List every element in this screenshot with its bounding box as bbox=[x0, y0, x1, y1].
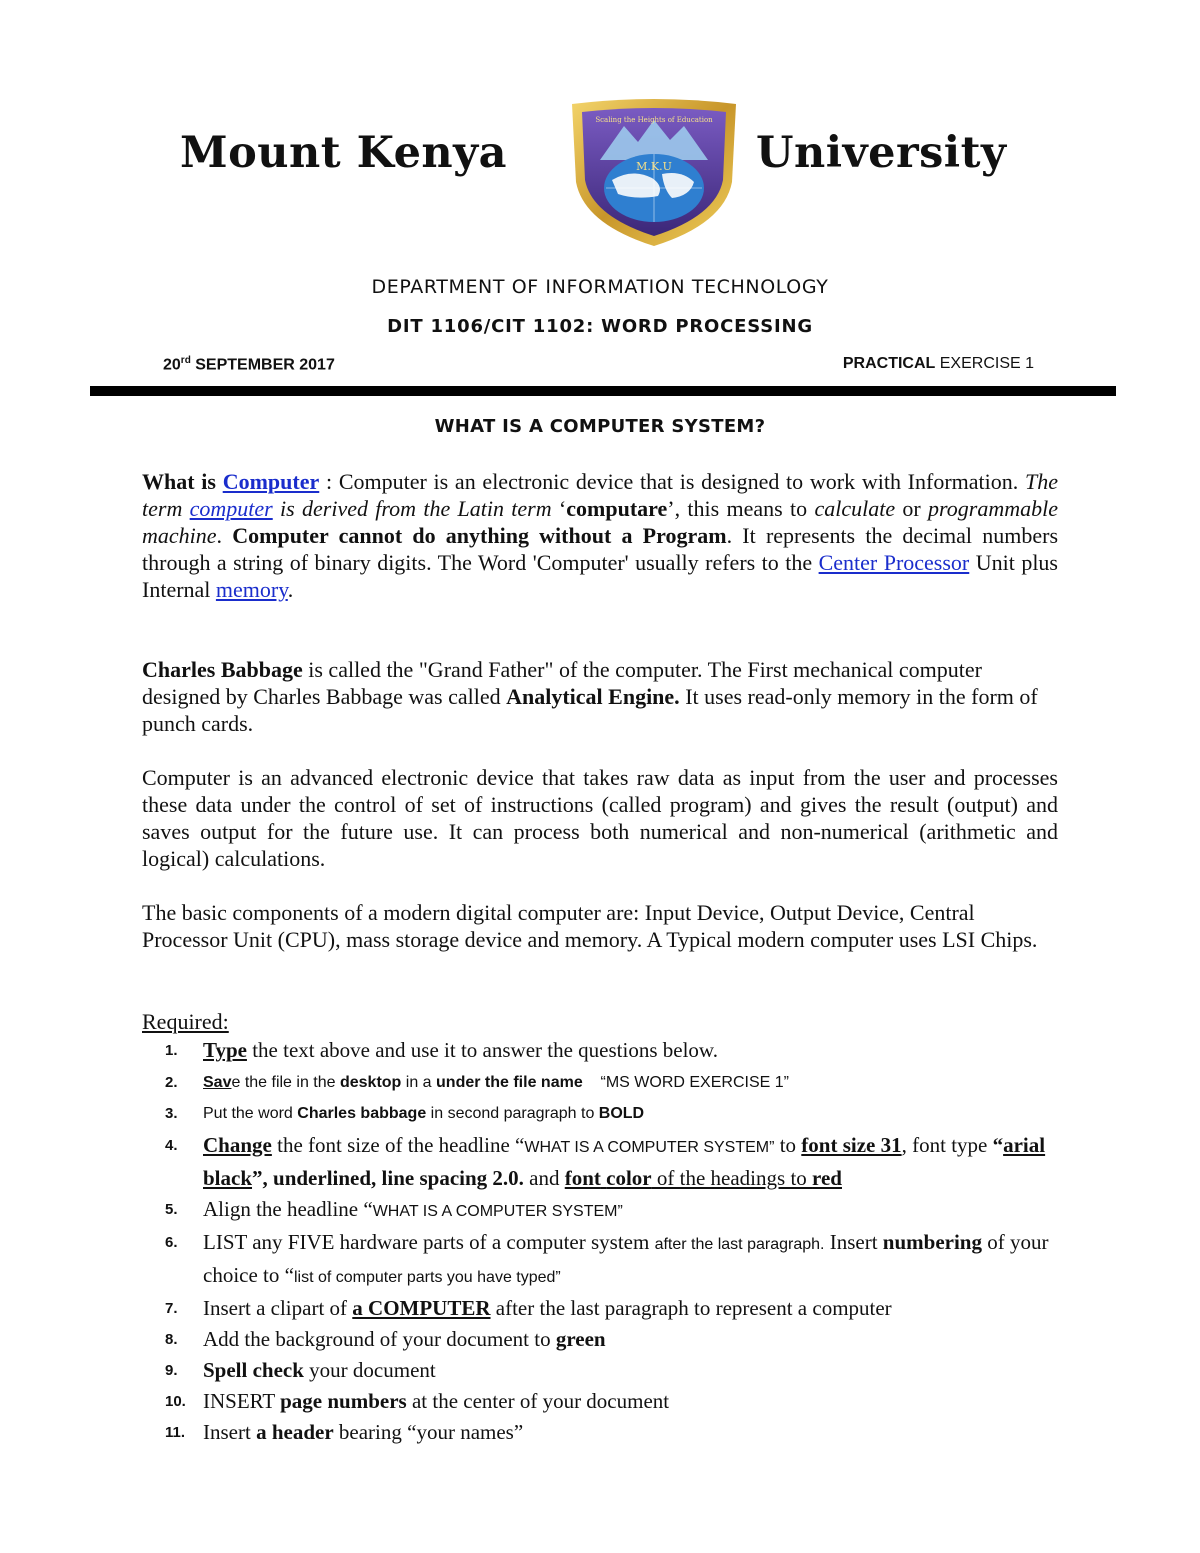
list-number: 11. bbox=[165, 1423, 186, 1441]
list-item bbox=[142, 1324, 1082, 1355]
practical-label bbox=[843, 355, 1034, 373]
list-number: 8. bbox=[165, 1330, 178, 1348]
svg-text:Scaling the Heights of Educati: Scaling the Heights of Education bbox=[595, 116, 713, 124]
i6-text-3: of your choice to “ bbox=[203, 1229, 1049, 1287]
p1-derived-italic: is derived from the Latin term bbox=[272, 496, 552, 521]
date-day: 20 bbox=[163, 356, 181, 374]
list-number: 1. bbox=[165, 1042, 178, 1059]
p1-quote-open: ‘ bbox=[551, 496, 567, 521]
department-title: DEPARTMENT OF INFORMATION TECHNOLOGY bbox=[371, 276, 829, 298]
i9-spell-check: Spell check bbox=[203, 1357, 304, 1382]
i7-text-2: after the last paragraph to represent a computer bbox=[490, 1295, 892, 1320]
university-crest-logo bbox=[566, 96, 742, 248]
practical-bold: PRACTICAL bbox=[842, 355, 936, 372]
i6-text-1: LIST any FIVE hardware parts of a computer system bbox=[203, 1229, 655, 1254]
p2-babbage: Charles Babbage bbox=[142, 657, 303, 682]
list-number: 3. bbox=[165, 1105, 178, 1122]
i2-sav: Sav bbox=[203, 1073, 232, 1091]
i3-text-2: in second paragraph to bbox=[426, 1105, 599, 1122]
list-item bbox=[142, 1194, 1082, 1227]
p2-engine: Analytical Engine. bbox=[506, 684, 680, 709]
p1-bold-sentence: Computer cannot do anything without a Program bbox=[232, 523, 727, 548]
i10-text-1: INSERT bbox=[203, 1388, 281, 1413]
i5-headline: WHAT IS A COMPUTER SYSTEM” bbox=[372, 1202, 623, 1220]
list-item bbox=[142, 1417, 1082, 1448]
list-item bbox=[142, 1386, 1082, 1417]
link-center-processor[interactable]: Center Processor bbox=[818, 550, 970, 575]
i4-text-4: and bbox=[523, 1165, 565, 1190]
i8-green: green bbox=[555, 1326, 606, 1351]
p1-or: or bbox=[895, 496, 929, 521]
list-item bbox=[142, 1293, 1082, 1324]
university-name-left: Mount Kenya bbox=[180, 128, 508, 178]
i4-headline: WHAT IS A COMPUTER SYSTEM” bbox=[524, 1138, 775, 1156]
p1-text-2: , this means to bbox=[674, 496, 815, 521]
i1-text: the text above and use it to answer the questions below. bbox=[246, 1038, 718, 1062]
i7-text-1: Insert a clipart of bbox=[203, 1295, 353, 1320]
i4-quote: “ bbox=[992, 1132, 1004, 1157]
i8-text: Add the background of your document to bbox=[203, 1326, 556, 1351]
paragraph-4: The basic components of a modern digital computer are: Input Device, Output Device, Central Processor Unit (CPU), mass storage device and memory. A Typical modern computer uses LSI Chips. bbox=[142, 900, 1038, 952]
what-is-label: What is bbox=[142, 469, 223, 494]
task-list bbox=[142, 1035, 1082, 1448]
list-number: 7. bbox=[165, 1299, 178, 1317]
i4-text-2: to bbox=[774, 1132, 802, 1157]
p1-text-1: : Computer is an electronic device that is designed to work with Information. bbox=[319, 469, 1025, 494]
date-suffix: rd bbox=[180, 355, 191, 366]
practical-rest: EXERCISE 1 bbox=[935, 355, 1034, 372]
link-computer[interactable]: Computer bbox=[222, 469, 320, 494]
i4-text-1: the font size of the headline “ bbox=[271, 1132, 525, 1157]
i10-text-2: at the center of your document bbox=[406, 1388, 670, 1413]
i1-type: Type bbox=[203, 1038, 247, 1062]
exercise-date bbox=[163, 355, 335, 374]
p1-text-3: . It represents the decimal numbers through a string of binary digits. The Word 'Computer' usually refers to the bbox=[142, 523, 1059, 575]
list-item bbox=[142, 1035, 1082, 1067]
i6-after: after the last paragraph. bbox=[654, 1235, 825, 1253]
i6-text-2: Insert bbox=[824, 1229, 883, 1254]
i4-change: Change bbox=[203, 1132, 272, 1157]
i2-desktop: desktop bbox=[339, 1073, 402, 1091]
i4-red: red bbox=[812, 1165, 842, 1190]
list-item bbox=[142, 1130, 1082, 1194]
list-number: 2. bbox=[165, 1073, 178, 1091]
list-item bbox=[142, 1098, 1082, 1130]
paragraph-1 bbox=[142, 468, 1058, 603]
i10-page-numbers: page numbers bbox=[280, 1388, 407, 1413]
required-heading: Required: bbox=[142, 1009, 229, 1034]
list-number: 9. bbox=[165, 1361, 178, 1379]
i4-text-3: , font type bbox=[901, 1132, 993, 1157]
paragraph-2 bbox=[142, 656, 1058, 737]
i2-file-name: under the file name bbox=[436, 1073, 583, 1091]
p1-programmable: programmable machine bbox=[142, 496, 1059, 548]
i4-underlined: ”, underlined, line spacing 2.0. bbox=[252, 1165, 524, 1190]
i11-text-1: Insert bbox=[203, 1419, 257, 1444]
link-memory[interactable]: memory bbox=[215, 577, 288, 602]
p2-text-1: is called the "Grand Father" of the computer. The First mechanical computer designed by Charles Babbage was called bbox=[142, 657, 982, 709]
i4-arial-black: arial black bbox=[203, 1132, 1046, 1190]
i6-list: list of computer parts you have typed” bbox=[293, 1268, 561, 1286]
i2-text-1: e the file in the bbox=[231, 1073, 340, 1091]
p1-dot: . bbox=[216, 523, 233, 548]
headline: WHAT IS A COMPUTER SYSTEM? bbox=[434, 416, 766, 437]
list-number: 4. bbox=[165, 1136, 178, 1154]
list-item bbox=[142, 1067, 1082, 1099]
i2-text-2: in a bbox=[401, 1073, 437, 1091]
list-item bbox=[142, 1227, 1082, 1293]
p1-computare: computare bbox=[566, 496, 668, 521]
i4-font-size: font size 31 bbox=[801, 1132, 902, 1157]
p1-text-5: . bbox=[287, 577, 294, 602]
i3-text-1: Put the word bbox=[203, 1105, 298, 1122]
i5-text: Align the headline “ bbox=[203, 1196, 373, 1221]
course-title: DIT 1106/CIT 1102: WORD PROCESSING bbox=[387, 316, 813, 337]
p1-calculate: calculate bbox=[814, 496, 896, 521]
i4-headings: of the headings to bbox=[651, 1165, 813, 1190]
p1-text-4: Unit plus Internal bbox=[142, 550, 1058, 602]
i2-quoted-name: “MS WORD EXERCISE 1” bbox=[600, 1073, 789, 1091]
list-number: 5. bbox=[165, 1200, 178, 1218]
i11-header: a header bbox=[256, 1419, 334, 1444]
list-number: 10. bbox=[165, 1392, 186, 1410]
i4-color: color bbox=[606, 1165, 652, 1190]
p2-text-2: It uses read-only memory in the form of punch cards. bbox=[142, 684, 1038, 736]
paragraph-3: Computer is an advanced electronic device that takes raw data as input from the user and processes these data under the control of set of instructions (called program) and gives the result (output) and saves output for the future use. It can process both numerical and non-numerical (arithmetic and logical) calculations. bbox=[142, 765, 1058, 871]
i9-text: your document bbox=[303, 1357, 436, 1382]
header-divider bbox=[90, 386, 1116, 396]
p1-term-italic: The term bbox=[142, 469, 1058, 521]
list-item bbox=[142, 1355, 1082, 1386]
i4-font: font bbox=[564, 1165, 601, 1190]
i3-bold: BOLD bbox=[598, 1105, 645, 1122]
p1-quote-close: ’ bbox=[667, 496, 675, 521]
i11-text-2: bearing “your names” bbox=[333, 1419, 524, 1444]
date-rest: SEPTEMBER 2017 bbox=[190, 356, 335, 374]
link-computer-2[interactable]: computer bbox=[189, 496, 273, 521]
svg-text:M.K.U: M.K.U bbox=[636, 160, 672, 173]
university-name-right: University bbox=[756, 128, 1007, 178]
list-number: 6. bbox=[165, 1233, 178, 1251]
i6-numbering: numbering bbox=[882, 1229, 982, 1254]
i3-babbage: Charles babbage bbox=[297, 1105, 427, 1122]
i7-computer: a COMPUTER bbox=[352, 1295, 491, 1320]
